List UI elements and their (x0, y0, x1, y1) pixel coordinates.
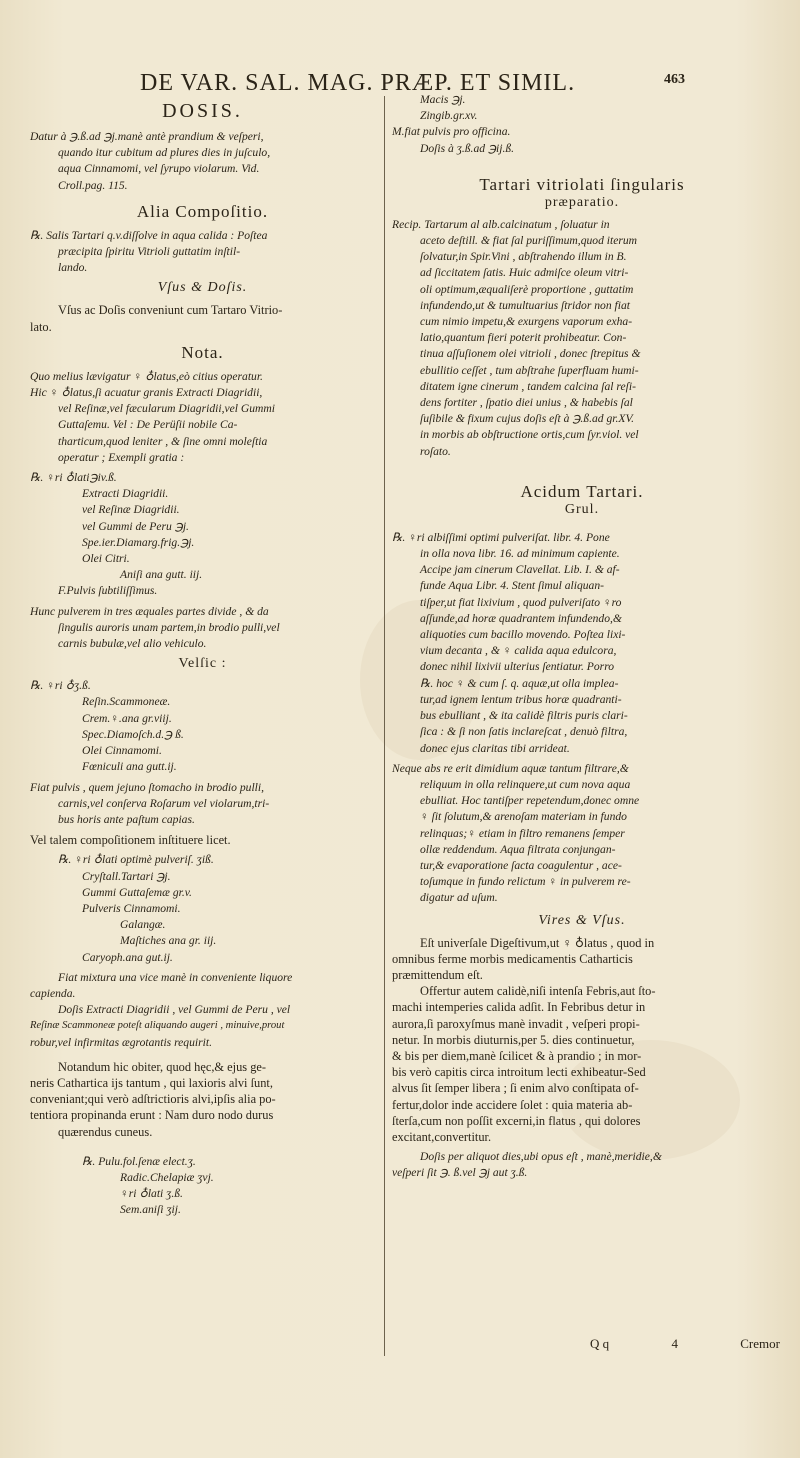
tartari-subheading: præparatio. (544, 194, 620, 210)
text-line: Caryoph.ana gut.ij. (82, 950, 173, 964)
velsic-heading: Velſic : (178, 656, 227, 672)
text-line: ℞. ♀ri ♁lati optimè pulveriſ. ʒiß. (58, 853, 214, 867)
text-line: dens fortiter , ſpatio diei unius , & habebis ſal (420, 396, 633, 410)
text-line: præmittendum eſt. (392, 967, 483, 982)
vsus-heading: Vſus & Doſis. (157, 280, 248, 296)
text-line: Gummi Guttaſemæ gr.v. (82, 885, 192, 899)
text-line: quando itur cubitum ad plures dies in juſculo, (58, 146, 271, 160)
alia-text (30, 228, 375, 277)
text-line: donec ejus claritas tibi arrideat. (420, 741, 570, 755)
text-line: vel Reſinæ,vel fæcularum Diagridii,vel Gummi (58, 402, 276, 416)
text-line: Eſt univerſale Digeſtivum,ut ♀ ♁latus , quod in (420, 935, 655, 950)
text-line: ſingulis auroris unam partem,in brodio pulli,vel (58, 620, 280, 634)
text-line: carnis,vel conſerva Roſarum vel violarum,tri- (58, 796, 270, 810)
acidum-heading: Acidum Tartari. (520, 481, 644, 501)
text-line: Crem.♀.ana gr.viij. (82, 711, 172, 725)
text-line: Olei Citri. (82, 552, 130, 566)
text-line: Quo melius lævigatur ♀ ♁latus,eò citius operatur. (30, 369, 263, 383)
notandum-text (30, 1059, 375, 1140)
top-lines (392, 92, 772, 157)
vsus-text (30, 302, 375, 334)
nota-text (30, 369, 375, 466)
tartari-heading: Tartari vitriolati ſingularis (479, 174, 685, 194)
nota-heading: Nota. (181, 342, 224, 362)
text-line: alvus ſit ſemper libera ; ſi enim alvo conſtipata of- (392, 1081, 639, 1096)
text-line: Recip. Tartarum al alb.calcinatum , ſoluatur in (392, 217, 610, 231)
text-line: digatur ad uſum. (420, 891, 498, 905)
text-line: bus horis ante paſtum capias. (58, 812, 195, 826)
recipe-two (30, 678, 375, 775)
recipe-one-note (30, 604, 375, 653)
text-line: ollæ reddendum. Aqua filtrata conjungan- (420, 842, 616, 856)
vel-talem-text: Vel talem compoſitionem inſtituere licet. (30, 833, 231, 848)
text-line: toſumque in fundo relictum ♀ in pulverem re- (420, 875, 631, 889)
text-line: ſterſa,cum non poſſit excerni,in flatus , qui dolores (392, 1113, 641, 1128)
text-line: præcipita ſpiritu Vitrioli guttatim inſtil- (58, 245, 241, 259)
text-line: ♀ri ♁lati ʒ.ß. (120, 1187, 183, 1201)
text-line: funde Aqua Libr. 4. Stent ſimul aliquan- (420, 579, 604, 593)
text-line: quærendus cuneus. (58, 1124, 153, 1139)
text-line: latio,quantum fieri poterit prohibeatur. Con- (420, 331, 627, 345)
text-line: netur. In morbis diuturnis,per 5. dies continuetur, (392, 1032, 635, 1047)
text-line: tur,ad ignem lentum tribus horæ quadranti- (420, 692, 622, 706)
text-line: Macis ℈j. (420, 93, 466, 106)
text-line: Doſis Extracti Diagridii , vel Gummi de Peru , vel (58, 1003, 291, 1017)
text-line: Extracti Diagridii. (82, 487, 169, 501)
text-line: & bis per diem,manè ſcilicet & à prandio ; in mor- (392, 1048, 642, 1063)
text-line: Doſis à ʒ.ß.ad ℈ij.ß. (420, 141, 515, 155)
text-line: ebulliat. Hoc tantiſper repetendum,donec omne (420, 794, 640, 808)
text-line: aliquoties cum bacillo movendo. Poſtea lixi- (420, 628, 626, 642)
text-line: robur,vel infirmitas ægrotantis requirit. (30, 1035, 212, 1049)
text-line: Offertur autem calidè,niſi intenſa Febris,aut ſto- (420, 984, 656, 999)
text-line: Spe.ier.Diamarg.frig.℈j. (82, 535, 195, 549)
text-line: tinua aſſuſionem olei vitrioli , donec ſtrepitus & (420, 347, 641, 361)
text-line: bus ebulliant , & ita calidè filtris puris clari- (420, 709, 628, 723)
text-line: Maſtiches ana gr. iij. (120, 934, 217, 948)
neque-text (392, 761, 772, 907)
text-line: Reſin.Scammoneæ. (82, 695, 171, 709)
text-line: fertur,dolor inde accidere ſolet : quia materia ab- (392, 1097, 633, 1112)
text-line: tharticum,quod leniter , & ſine omni moleſtia (58, 434, 268, 448)
text-line: ℞. ♀ri ♁lati℈iv.ß. (30, 471, 117, 485)
text-line: ebullitio ceſſet , tum abſtrahe ſuperfluam humi- (420, 363, 639, 377)
text-line: M.fiat pulvis pro officina. (392, 125, 511, 139)
text-line: Guttaſemu. Vel : De Perüſii nobile Ca- (58, 418, 238, 432)
acidum-text (392, 530, 772, 757)
text-line: roſato. (420, 444, 451, 458)
left-column (30, 92, 375, 1223)
text-line: ſuſibile & fixum cujus doſis eſt à ℈.ß.ad gr.XV. (420, 412, 634, 426)
text-line: lato. (30, 319, 52, 334)
vires-heading: Vires & Vſus. (538, 912, 626, 928)
text-line: Fiat mixtura una vice manè in conveniente liquore (58, 970, 293, 984)
text-line: in morbis ab obſtructione ortis,cum ſyr.viol. vel (420, 428, 639, 442)
text-line: ℞. Salis Tartari q.v.diſſolve in aqua calida : Poſtea (30, 228, 268, 242)
text-line: operatur ; Exempli gratia : (58, 450, 185, 464)
text-line: ad ſiccitatem ſatis. Huic admiſce oleum vitri- (420, 266, 629, 280)
text-line: aqua Cinnamomi, vel ſyrupo violarum. Vid. (58, 162, 260, 176)
text-line: capienda. (30, 986, 76, 1000)
text-line: bis verò capitis circa introitum lecti exhibeatur-Sed (392, 1065, 646, 1080)
text-line: carnis bubulæ,vel alio vehiculo. (58, 637, 207, 651)
text-line: tiſper,ut fiat lixivium , quod pulveriſato ♀ro (420, 595, 622, 609)
signature-mark: Q q (590, 1336, 610, 1351)
vires-text (392, 935, 772, 1146)
text-line: ſolvatur,in Spir.Vini , abſtrahendo illum in B. (420, 250, 627, 264)
acidum-subheading: Grul. (564, 501, 600, 517)
text-line: reliquum in olla relinquere,ut cum nova aqua (420, 777, 631, 791)
text-line: neris Cathartica ijs tantum , qui laxioris alvi ſunt, (30, 1075, 273, 1090)
text-line: Spec.Diamoſch.d.℈ ß. (82, 727, 184, 741)
text-line: Croll.pag. 115. (58, 178, 128, 192)
running-title: DE VAR. SAL. MAG. PRÆP. ET SIMIL. (140, 70, 576, 96)
text-line: Accipe jam cinerum Clavellat. Lib. I. & af- (420, 563, 620, 577)
text-line: Fœniculi ana gutt.ij. (82, 760, 177, 774)
text-line: relinquas;♀ etiam in filtro remanens ſemper (420, 826, 625, 840)
text-line: cum nimio impetu,& exurgens vaporum exha- (420, 315, 633, 329)
column-divider (384, 96, 385, 1356)
recipe-three (30, 852, 375, 965)
text-line: F.Pulvis ſubtiliſſimus. (58, 584, 158, 598)
text-line: Cryſtall.Tartari ℈j. (82, 869, 171, 883)
text-line: ℞. Pulu.fol.ſenæ elect.ʒ. (82, 1154, 196, 1168)
text-line: Hunc pulverem in tres æquales partes divide , & da (30, 604, 269, 618)
text-line: Fiat pulvis , quem jejuno ſtomacho in brodio pulli, (30, 780, 265, 794)
catchword-line (590, 1336, 780, 1352)
text-line: vium decanta , & ♀ calida aqua edulcora, (420, 644, 617, 658)
dosis-final (392, 1149, 772, 1181)
text-line: oli optimum,æqualiſerè proportione , guttatim (420, 282, 634, 296)
text-line: aurora,ſi paroxyſmus manè invadit , veſperi propi- (392, 1016, 640, 1031)
text-line: Datur à ℈.ß.ad ℈j.manè antè prandium & veſperi, (30, 130, 264, 143)
text-line: aceto deſtill. & fiat ſal puriſſimum,quod iterum (420, 234, 638, 248)
recipe-two-note (30, 780, 375, 829)
tartari-text (392, 217, 772, 460)
text-line: lando. (58, 261, 88, 275)
text-line: excitant,convertitur. (392, 1129, 492, 1144)
text-line: Sem.aniſi ʒij. (120, 1203, 181, 1217)
text-line: Pulveris Cinnamomi. (82, 901, 181, 915)
dosis-heading: DOSIS. (162, 100, 243, 122)
text-line: Radic.Chelapiæ ʒvj. (120, 1170, 214, 1184)
text-line: conveniant;qui verò adſtrictioris alvi,ipſis alia po- (30, 1092, 276, 1107)
text-line: in olla nova libr. 16. ad minimum capiente. (420, 547, 620, 561)
text-line: ditatem igne cinerum , tandem calcina ſal reſi- (420, 379, 636, 393)
dosis-text (30, 129, 375, 194)
alia-heading: Alia Compoſitio. (136, 201, 269, 221)
text-line: aſſunde,ad horæ quadrantem infundendo,& (420, 611, 622, 625)
text-line: Hic ♀ ♁latus,ſi acuatur granis Extracti Diagridii, (30, 386, 263, 400)
text-line: machi intemperies calida adſit. In Febribus detur in (392, 1000, 646, 1015)
text-line: tur,& evaporatione ſacta coagulentur , ace- (420, 858, 622, 872)
text-line: veſperi ſit ℈. ß.vel ℈j aut ʒ.ß. (392, 1166, 528, 1180)
text-line: Galangæ. (120, 918, 166, 932)
text-line: Vſus ac Doſis conveniunt cum Tartaro Vitrio- (58, 303, 283, 318)
text-line: ℞. ♀ri ♁ʒ.ß. (30, 679, 91, 693)
text-line: vel Reſinæ Diagridii. (82, 503, 180, 517)
text-line: omnibus ferme morbis medicamentis Catharticis (392, 951, 633, 966)
text-line: ♀ ſit ſolutum,& arenoſam materiam in fundo (420, 810, 627, 824)
text-line: Reſinæ Scammoneæ poteſt aliquando augeri , minuive,prout (30, 1020, 285, 1032)
text-line: infundendo,ut & tumultuarius ſtridor non fiat (420, 298, 630, 312)
text-line: ℞. ♀ri albiſſimi optimi pulveriſat. libr. 4. Pone (392, 530, 610, 544)
text-line: tentiora propinanda erunt : Nam duro nodo durus (30, 1108, 274, 1123)
text-line: Zingib.gr.xv. (420, 109, 478, 123)
recipe-four (30, 1154, 375, 1219)
right-column (392, 92, 772, 1186)
catchword: Cremor (740, 1336, 780, 1351)
recipe-three-note (30, 970, 375, 1051)
text-line: donec nihil lixivii ulterius ſentiatur. Porro (420, 660, 615, 674)
text-line: Notandum hic obiter, quod hęc,& ejus ge- (58, 1059, 267, 1074)
text-line: vel Gummi de Peru ℈j. (82, 519, 189, 533)
text-line: Doſis per aliquot dies,ubi opus eſt , manè,meridie,& (420, 1150, 662, 1164)
text-line: ſica : & ſi non ſatis inclareſcat , denuò filtra, (420, 725, 628, 739)
text-line: Aniſi ana gutt. iij. (120, 568, 203, 582)
text-line: Olei Cinnamomi. (82, 744, 162, 758)
text-line: ℞. hoc ♀ & cum ſ. q. aquæ,ut olla implea- (420, 676, 619, 690)
signature-number: 4 (671, 1336, 678, 1351)
recipe-one (30, 470, 375, 600)
page-number: 463 (664, 72, 685, 87)
text-line: Neque abs re erit dimidium aquæ tantum filtrare,& (392, 761, 629, 775)
